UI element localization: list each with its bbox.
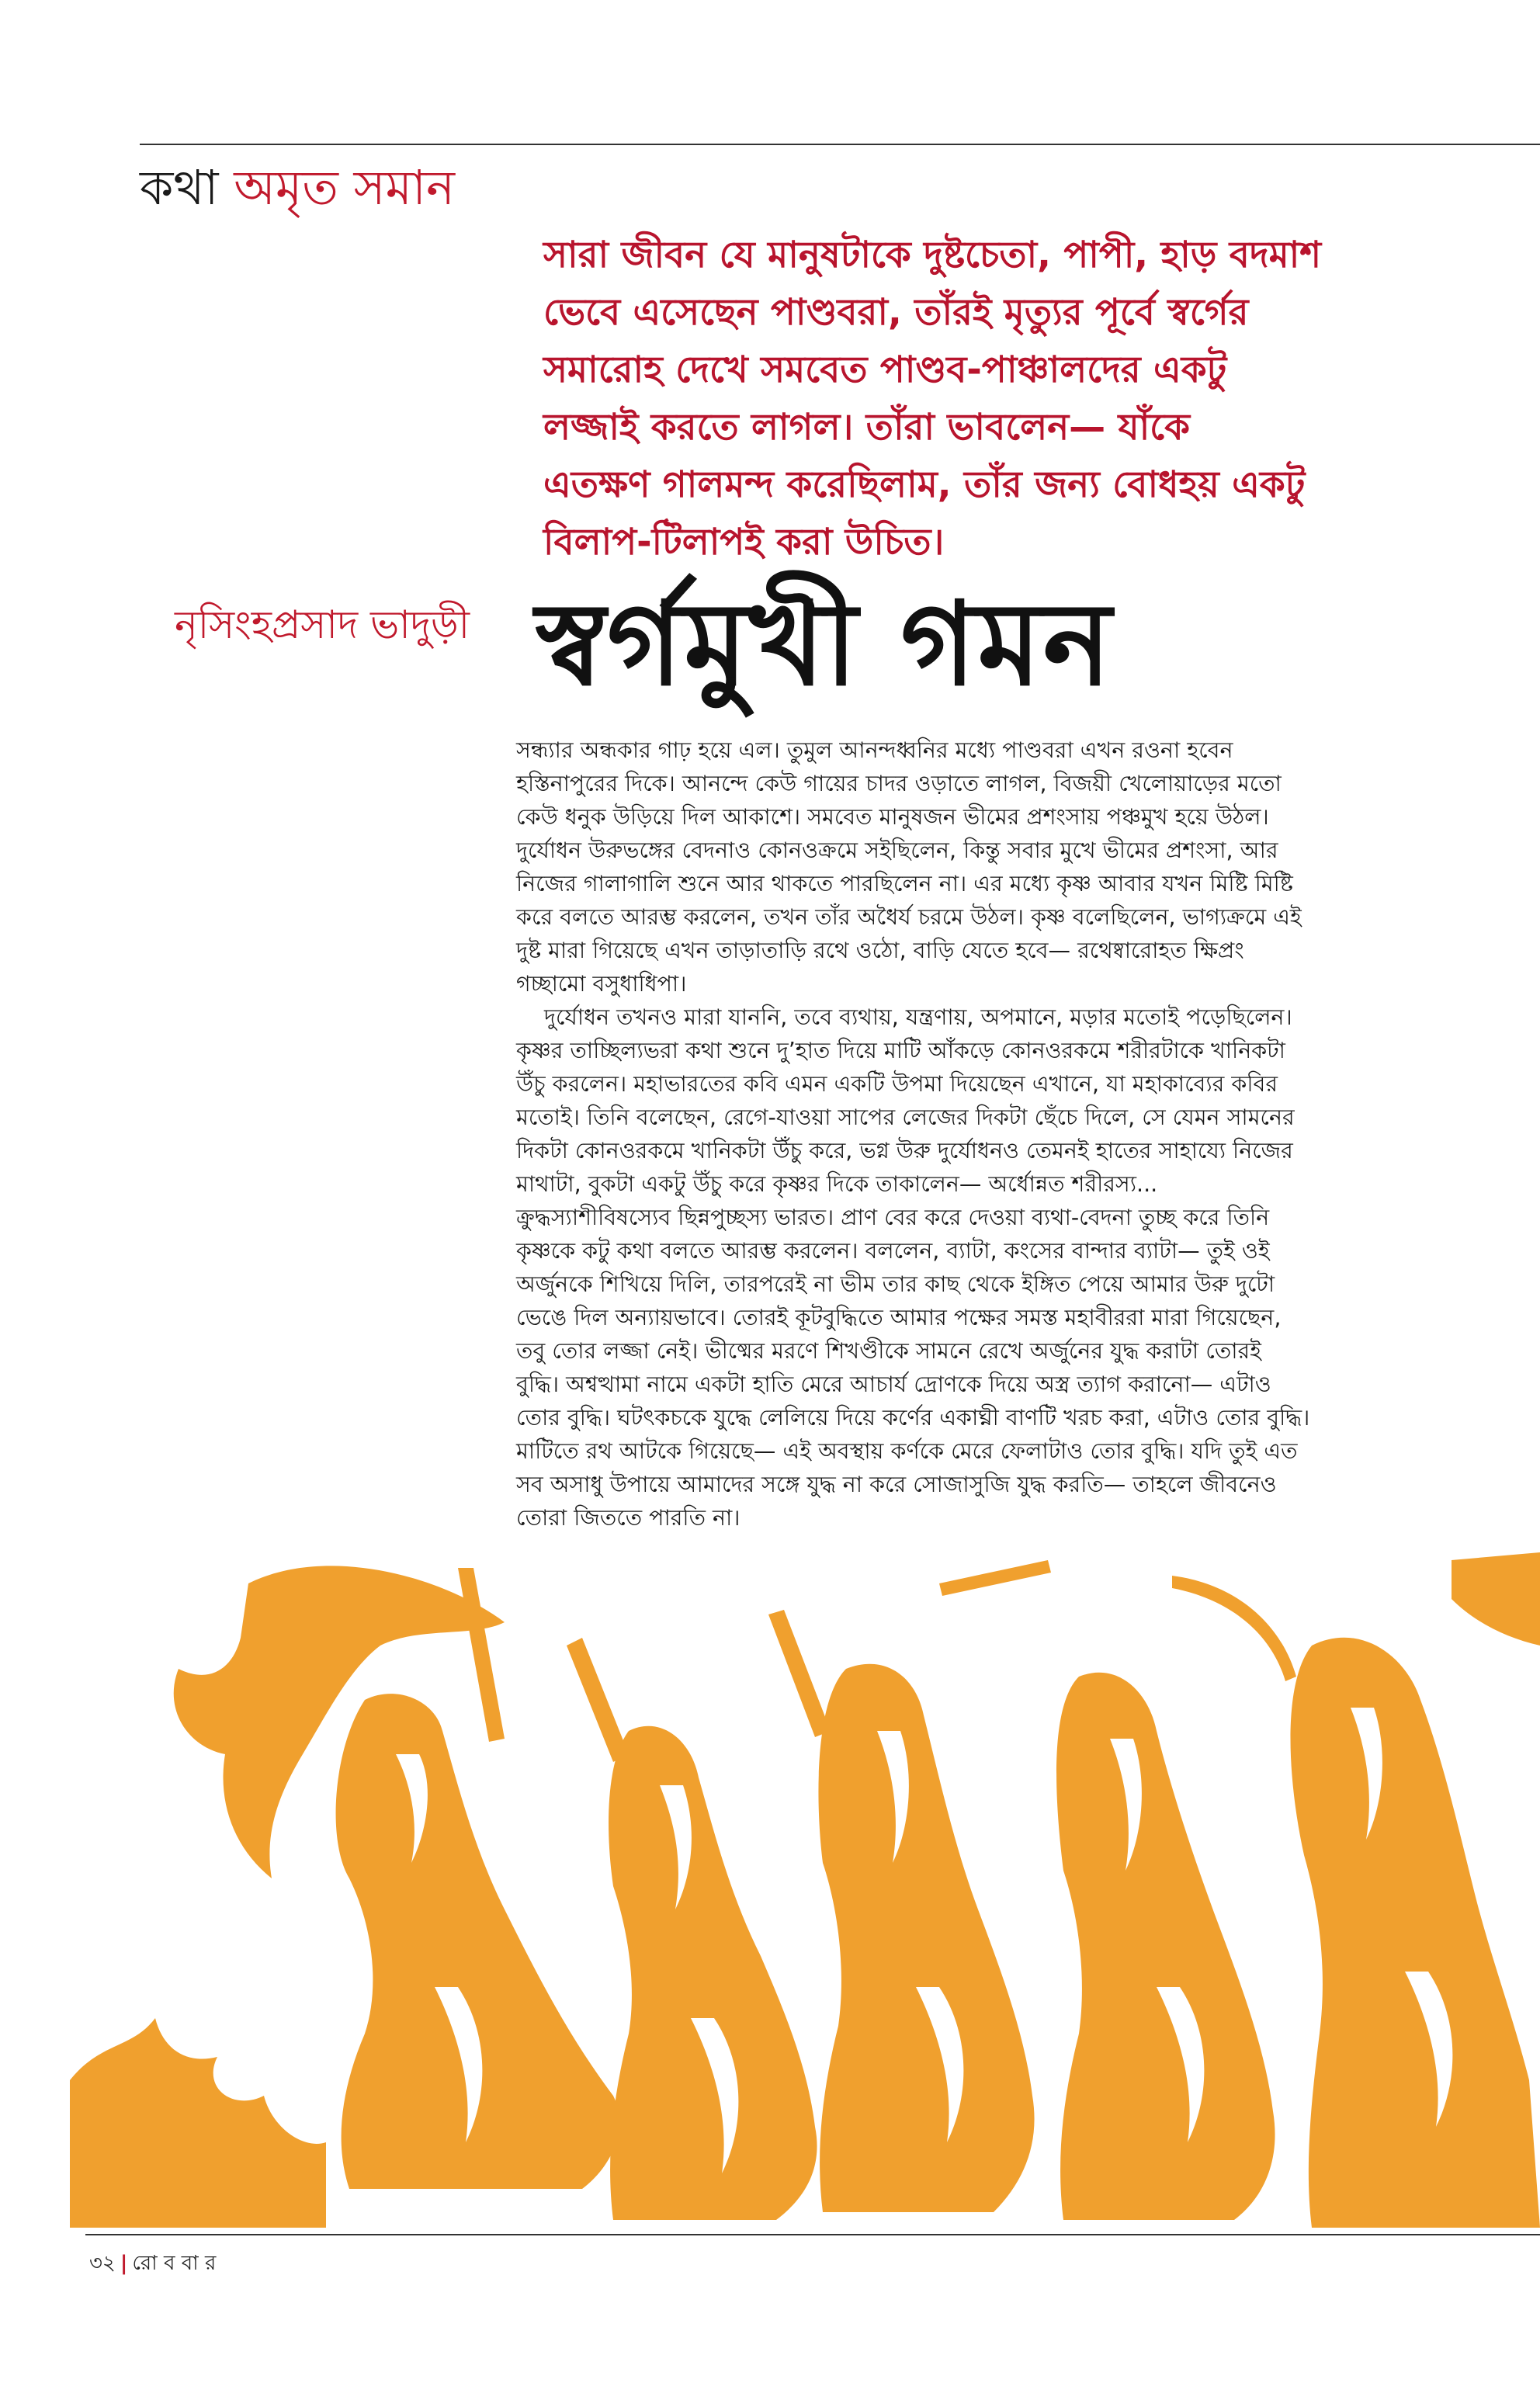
illustration-figure-4 bbox=[1056, 1673, 1275, 2220]
body-line: হস্তিনাপুরের দিকে। আনন্দে কেউ গায়ের চাদর ওড়াতে লাগল, বিজয়ী খেলোয়াড়ের মতো bbox=[516, 771, 1282, 796]
deck-line: লজ্জাই করতে লাগল। তাঁরা ভাবলেন— যাঁকে bbox=[543, 406, 1191, 449]
deck-line: ভেবে এসেছেন পাণ্ডবরা, তাঁরই মৃত্যুর পূর্বে স্বর্গের bbox=[543, 291, 1249, 334]
illustration-figure-1 bbox=[336, 1694, 619, 2189]
article-title: স্বর্গমুখী গমন bbox=[536, 577, 1113, 711]
body-line: দুষ্ট মারা গিয়েছে এখন তাড়াতাড়ি রথে ওঠো, বাড়ি যেতে হবে— রথেষ্বারোহত ক্ষিপ্রং bbox=[516, 938, 1244, 963]
body-line: মাথাটা, বুকটা একটু উঁচু করে কৃষ্ণর দিকে তাকালেন— অর্ধোন্নত শরীরস্য... bbox=[516, 1171, 1158, 1197]
illustration-figure-3 bbox=[818, 1664, 1034, 2212]
body-line: তোর বুদ্ধি। ঘটৎকচকে যুদ্ধে লেলিয়ে দিয়ে কর্ণের একাঘ্নী বাণটি খরচ করা, এটাও তোর বুদ্ধি। bbox=[516, 1405, 1310, 1431]
illustration-figure-2 bbox=[609, 1726, 817, 2220]
deck-text bbox=[543, 227, 1475, 571]
body-line: ভেঙে দিল অন্যায়ভাবে। তোরই কূটবুদ্ধিতে আমার পক্ষের সমস্ত মহাবীররা মারা গিয়েছেন, bbox=[516, 1305, 1282, 1330]
body-line: সব অসাধু উপায়ে আমাদের সঙ্গে যুদ্ধ না করে সোজাসুজি যুদ্ধ করতি— তাহলে জীবনেও bbox=[516, 1472, 1277, 1497]
body-line: কেউ ধনুক উড়িয়ে দিল আকাশে। সমবেত মানুষজন ভীমের প্রশংসায় পঞ্চমুখ হয়ে উঠল। bbox=[516, 804, 1269, 830]
body-line: করে বলতে আরম্ভ করলেন, তখন তাঁর অধৈর্য চরমে উঠল। কৃষ্ণ বলেছিলেন, ভাগ্যক্রমে এই bbox=[516, 904, 1302, 930]
bottom-rule bbox=[85, 2234, 1540, 2235]
body-line: নিজের গালাগালি শুনে আর থাকতে পারছিলেন না। এর মধ্যে কৃষ্ণ আবার যখন মিষ্টি মিষ্টি bbox=[516, 871, 1293, 897]
body-line: উঁচু করলেন। মহাভারতের কবি এমন একটি উপমা দিয়েছেন এখানে, যা মহাকাব্যের কবির bbox=[516, 1071, 1278, 1097]
illustration-flame bbox=[70, 2018, 326, 2228]
author-name: নৃসিংহপ্রসাদ ভাদুড়ী bbox=[175, 602, 470, 647]
page-footer bbox=[89, 2247, 216, 2281]
body-line: দুর্যোধন উরুভঙ্গের বেদনাও কোনওক্রমে সইছিলেন, কিন্তু সবার মুখে ভীমের প্রশংসা, আর bbox=[516, 838, 1278, 863]
deck-line: সমারোহ দেখে সমবেত পাণ্ডব-পাঞ্চালদের একটু bbox=[543, 349, 1227, 391]
section-heading bbox=[140, 159, 455, 217]
illustration-arm-2 bbox=[768, 1610, 831, 1737]
illustration-spear-1 bbox=[458, 1568, 505, 1742]
body-line: অর্জুনকে শিখিয়ে দিলি, তারপরেই না ভীম তার কাছ থেকে ইঙ্গিত পেয়ে আমার উরু দুটো bbox=[516, 1271, 1275, 1297]
body-line: কৃষ্ণর তাচ্ছিল্যভরা কথা শুনে দু’হাত দিয়ে মাটি আঁকড়ে কোনওরকমে শরীরটাকে খানিকটা bbox=[516, 1038, 1285, 1063]
body-line: গচ্ছামো বসুধাধিপা। bbox=[516, 971, 687, 997]
illustration-arm-1 bbox=[567, 1638, 629, 1762]
illustration-bow bbox=[1172, 1576, 1296, 1681]
body-line: দিকটা কোনওরকমে খানিকটা উঁচু করে, ভগ্ন উরু দুর্যোধনও তেমনই হাতের সাহায্যে নিজের bbox=[516, 1138, 1293, 1164]
deck-line: এতক্ষণ গালমন্দ করেছিলাম, তাঁর জন্য বোধহয় একটু bbox=[543, 463, 1306, 506]
body-line: দুর্যোধন তখনও মারা যাননি, তবে ব্যথায়, যন্ত্রণায়, অপমানে, মড়ার মতোই পড়েছিলেন। bbox=[544, 1004, 1292, 1030]
body-line: বুদ্ধি। অশ্বত্থামা নামে একটা হাতি মেরে আচার্য দ্রোণকে দিয়ে অস্ত্র ত্যাগ করানো— এটাও bbox=[516, 1372, 1271, 1397]
body-line: তবু তোর লজ্জা নেই। ভীষ্মের মরণে শিখণ্ডীকে সামনে রেখে অর্জুনের যুদ্ধ করাটা তোরই bbox=[516, 1338, 1261, 1364]
deck-line: সারা জীবন যে মানুষটাকে দুষ্টচেতা, পাপী, হাড় বদমাশ bbox=[543, 234, 1322, 276]
body-line: মতোই। তিনি বলেছেন, রেগে-যাওয়া সাপের লেজের দিকটা ছেঁচে দিলে, সে যেমন সামনের bbox=[516, 1105, 1295, 1130]
magazine-name: রো ব বা র bbox=[132, 2252, 217, 2275]
illustration-figure-5 bbox=[1291, 1638, 1540, 2228]
body-line: সন্ধ্যার অন্ধকার গাঢ় হয়ে এল। তুমুল আনন্দধ্বনির মধ্যে পাণ্ডবরা এখন রওনা হবেন bbox=[516, 737, 1233, 763]
section-word-2: অমৃত সমান bbox=[234, 159, 455, 216]
top-rule bbox=[140, 144, 1540, 145]
body-line: তোরা জিততে পারতি না। bbox=[516, 1505, 741, 1531]
deck-line: বিলাপ-টিলাপই করা উচিত। bbox=[543, 521, 945, 564]
brush-illustration bbox=[70, 1552, 1540, 2228]
body-line: ক্রুদ্ধস্যাশীবিষস্যেব ছিন্নপুচ্ছস্য ভারত। প্রাণ বের করে দেওয়া ব্যথা-বেদনা তুচ্ছ করে তিনি bbox=[516, 1205, 1270, 1230]
illustration-flag-right bbox=[1452, 1552, 1540, 1646]
body-line: মাটিতে রথ আটকে গিয়েছে— এই অবস্থায় কর্ণকে মেরে ফেলাটাও তোর বুদ্ধি। যদি তুই এত bbox=[516, 1438, 1298, 1464]
page-number: ৩২ bbox=[89, 2252, 116, 2275]
article-body bbox=[516, 734, 1486, 1535]
illustration-spear-2 bbox=[939, 1560, 1051, 1596]
section-word-1: কথা bbox=[140, 159, 219, 216]
body-line: কৃষ্ণকে কটু কথা বলতে আরম্ভ করলেন। বললেন, ব্যাটা, কংসের বান্দার ব্যাটা— তুই ওই bbox=[516, 1238, 1270, 1264]
footer-separator: | bbox=[120, 2252, 128, 2275]
